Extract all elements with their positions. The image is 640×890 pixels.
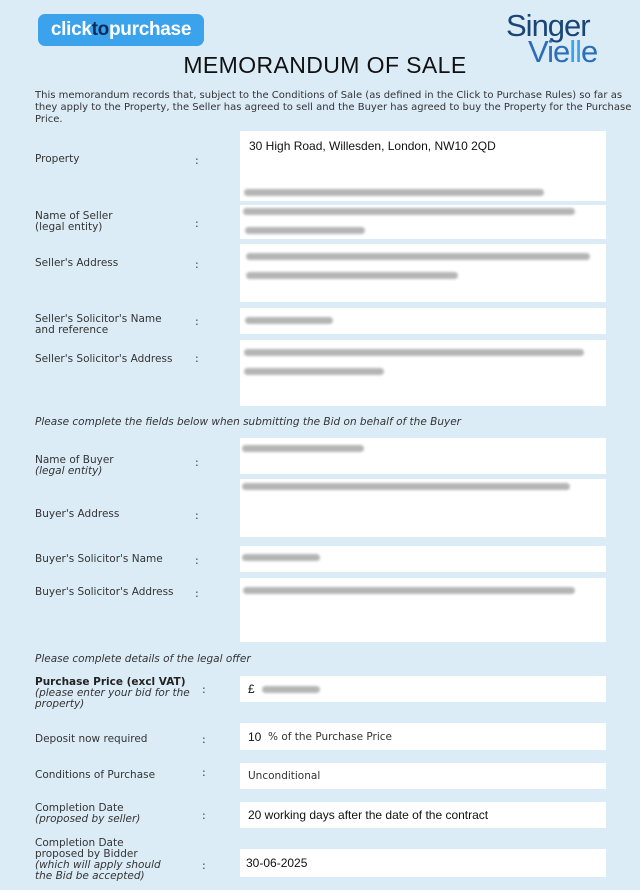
completion-bidder-value: 30-06-2025 — [246, 856, 308, 870]
purchase-price-label — [35, 677, 190, 710]
label-text: the Bid be accepted) — [35, 870, 145, 882]
redacted-text — [242, 483, 570, 490]
buyer-address-label: Buyer's Address — [35, 508, 120, 520]
seller-name-label — [35, 211, 113, 233]
conditions-field[interactable] — [240, 763, 606, 789]
redacted-text — [244, 189, 544, 196]
seller-solicitor-name-label — [35, 314, 162, 336]
completion-seller-value: 20 working days after the date of the contract — [248, 808, 489, 822]
label-text: (please enter your bid for the — [35, 687, 190, 699]
colon: : — [195, 352, 199, 365]
redacted-text — [244, 368, 384, 375]
colon: : — [195, 509, 199, 522]
buyer-solicitor-name-label: Buyer's Solicitor's Name — [35, 553, 163, 565]
page-title: MEMORANDUM OF SALE — [183, 52, 467, 78]
colon: : — [202, 733, 206, 746]
conditions-label: Conditions of Purchase — [35, 769, 156, 781]
seller-name-field[interactable] — [240, 205, 606, 239]
completion-seller-label — [35, 803, 140, 825]
colon: : — [195, 554, 199, 567]
deposit-suffix: % of the Purchase Price — [268, 731, 392, 743]
completion-bidder-label — [35, 838, 161, 882]
seller-address-field[interactable] — [240, 244, 606, 302]
label-text: (which will apply should — [35, 859, 161, 871]
redacted-text — [246, 272, 458, 279]
label-text: Completion Date — [35, 837, 124, 849]
seller-address-label: Seller's Address — [35, 257, 119, 269]
conditions-value: Unconditional — [248, 770, 321, 782]
logo-text: Singer — [506, 8, 590, 43]
colon: : — [195, 587, 199, 600]
property-label: Property — [35, 153, 80, 165]
seller-solicitor-address-field[interactable] — [240, 340, 606, 406]
colon: : — [202, 859, 206, 872]
buyer-address-field[interactable] — [240, 479, 606, 537]
label-text: Purchase Price (excl VAT) — [35, 676, 186, 688]
property-value: 30 High Road, Willesden, London, NW10 2QD — [249, 139, 496, 153]
seller-solicitor-address-label: Seller's Solicitor's Address — [35, 353, 173, 365]
label-text: (legal entity) — [35, 221, 103, 233]
label-text: Seller's Solicitor's Name — [35, 313, 162, 325]
buyer-name-label — [35, 455, 114, 477]
colon: : — [202, 766, 206, 779]
colon: : — [195, 217, 199, 230]
deposit-value: 10 — [248, 730, 262, 744]
logo-text: purchase — [109, 19, 192, 40]
label-text: Completion Date — [35, 802, 124, 814]
deposit-field[interactable] — [240, 723, 606, 750]
label-text: Name of Buyer — [35, 454, 114, 466]
click-to-purchase-logo — [38, 14, 204, 46]
purchase-price-field[interactable] — [240, 676, 606, 702]
deposit-label: Deposit now required — [35, 733, 148, 745]
completion-seller-field[interactable] — [240, 802, 606, 828]
redacted-text — [242, 554, 320, 561]
offer-section-note: Please complete details of the legal offer — [35, 653, 251, 665]
redacted-text — [243, 587, 575, 594]
property-field[interactable] — [240, 131, 606, 201]
label-text: (legal entity) — [35, 465, 103, 477]
seller-solicitor-name-field[interactable] — [240, 308, 606, 334]
buyer-solicitor-address-label: Buyer's Solicitor's Address — [35, 586, 174, 598]
buyer-section-note: Please complete the fields below when submitting the Bid on behalf of the Buyer — [35, 416, 461, 428]
currency-symbol: £ — [248, 682, 255, 696]
label-text: property) — [35, 698, 85, 710]
colon: : — [202, 809, 206, 822]
logo-text: click — [50, 19, 92, 40]
buyer-solicitor-address-field[interactable] — [240, 578, 606, 642]
intro-text: This memorandum records that, subject to the Conditions of Sale (as defined in the Click to Purchase Rules) so far as they apply to the Property, the Seller has agreed to sell and the Buyer has agreed to buy the Property for the Purchase Price. — [35, 90, 632, 125]
logo-text: e — [581, 34, 598, 69]
completion-bidder-field[interactable] — [240, 849, 606, 877]
redacted-text — [262, 686, 320, 693]
logo-text: to — [91, 19, 109, 40]
label-text: proposed by Bidder — [35, 848, 138, 860]
logo-text: ll — [569, 34, 582, 69]
buyer-name-field[interactable] — [240, 438, 606, 474]
label-text: and reference — [35, 324, 109, 336]
colon: : — [195, 154, 199, 167]
label-text: (proposed by seller) — [35, 813, 141, 825]
redacted-text — [245, 227, 365, 234]
redacted-text — [246, 253, 590, 260]
redacted-text — [245, 317, 333, 324]
colon: : — [195, 456, 199, 469]
colon: : — [195, 315, 199, 328]
colon: : — [195, 258, 199, 271]
buyer-solicitor-name-field[interactable] — [240, 546, 606, 572]
redacted-text — [242, 445, 364, 452]
label-text: Name of Seller — [35, 210, 113, 222]
redacted-text — [244, 349, 584, 356]
colon: : — [202, 683, 206, 696]
redacted-text — [243, 208, 575, 215]
logo-text: Vie — [528, 34, 570, 69]
